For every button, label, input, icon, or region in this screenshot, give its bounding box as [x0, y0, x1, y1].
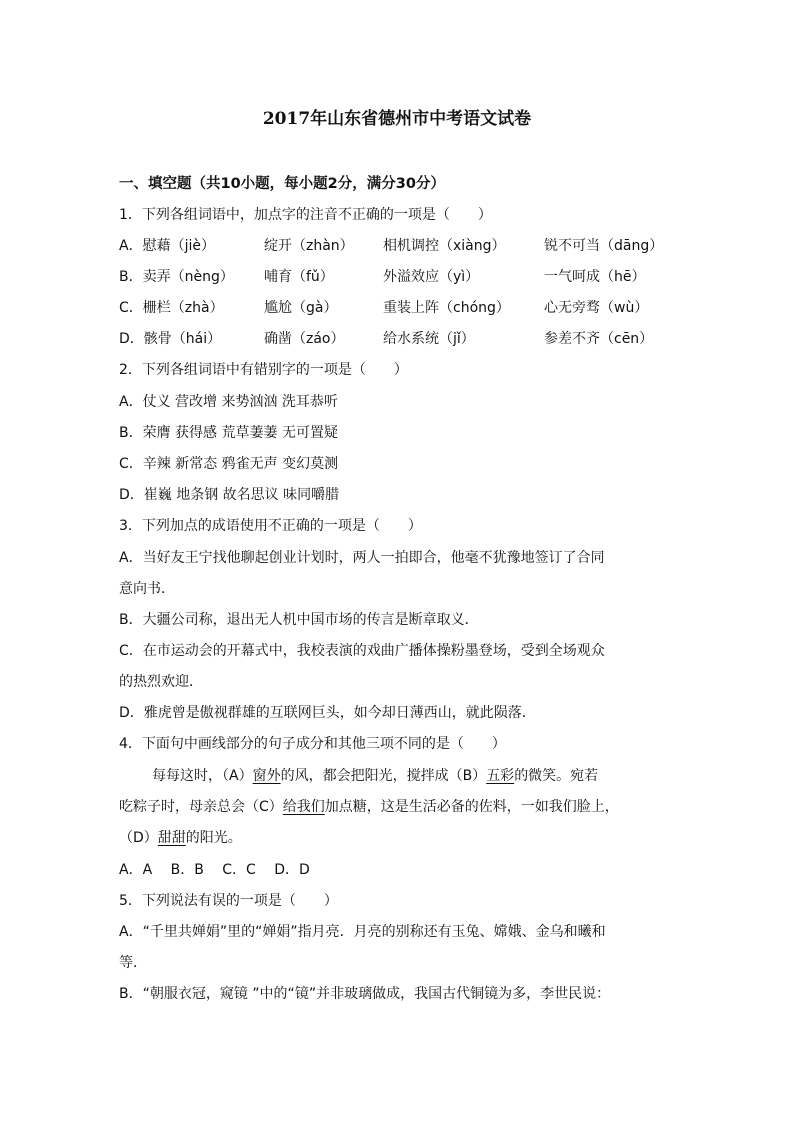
- q1-b-3: 外溢效应（yì）: [383, 269, 480, 285]
- q4-text: 吃粽子时，母亲总会（C）: [119, 799, 283, 815]
- q3-option-b: B．大疆公司称，退出无人机中国市场的传言是断章取义．: [119, 612, 479, 628]
- q1-d-3: 给水系统（jǐ）: [383, 331, 475, 347]
- q5-option-a-line1: A．“千里共婵娟”里的“婵娟”指月亮．月亮的别称还有玉兔、嫦娥、金乌和曦和: [119, 924, 606, 940]
- q1-b-2: 哺育（fǔ）: [264, 269, 334, 285]
- q1-c-2: 尴尬（gà）: [264, 300, 338, 316]
- q1-a-1: A．慰藉（jiè）: [119, 238, 215, 254]
- q1-stem: 1．下列各组词语中，加点字的注音不正确的一项是（ ）: [119, 207, 492, 223]
- q3-option-c-line2: 的热烈欢迎．: [119, 674, 203, 690]
- q1-d-2: 确凿（záo）: [264, 331, 345, 347]
- q2-option-a: A．仗义 营改增 来势汹汹 洗耳恭听: [119, 394, 338, 410]
- q2-stem: 2．下列各组词语中有错别字的一项是（ ）: [119, 362, 408, 378]
- q1-b-4: 一气呵成（hē）: [544, 269, 646, 285]
- q3-option-a-line2: 意向书．: [119, 581, 175, 597]
- q2-option-c: C．辛辣 新常态 鸦雀无声 变幻莫测: [119, 456, 339, 472]
- q4-passage-line1: [152, 766, 598, 786]
- q1-a-4: 锐不可当（dāng）: [544, 238, 664, 254]
- q1-a-2: 绽开（zhàn）: [264, 238, 354, 254]
- q2-option-b: B．荣膺 获得感 荒草萋萋 无可置疑: [119, 425, 338, 441]
- q1-c-3: 重装上阵（chóng）: [383, 300, 510, 316]
- q1-c-1: C．栅栏（zhà）: [119, 300, 224, 316]
- q4-text: 的风，都会把阳光，搅拌成（B）: [280, 768, 487, 784]
- q4-underline-a: 窗外: [252, 768, 281, 784]
- q4-underline-b: 五彩: [486, 768, 515, 784]
- q5-option-b-line1: B．“朝服衣冠，窥镜 ”中的“镜”并非玻璃做成，我国古代铜镜为多，李世民说：: [119, 986, 611, 1002]
- q1-b-1: B．卖弄（nèng）: [119, 269, 234, 285]
- q3-option-d: D．雅虎曾是傲视群雄的互联网巨头，如今却日薄西山，就此陨落．: [119, 705, 536, 721]
- q3-option-c-line1: C．在市运动会的开幕式中，我校表演的戏曲广播体操粉墨登场，受到全场观众: [119, 643, 605, 659]
- q1-d-4: 参差不齐（cēn）: [544, 331, 654, 347]
- q1-d-1: D．骸骨（hái）: [119, 331, 222, 347]
- q4-passage-line3: [119, 828, 242, 848]
- section-heading: 一、填空题（共10小题，每小题2分，满分30分）: [119, 176, 445, 192]
- q4-underline-c: 给我们: [282, 799, 325, 815]
- q4-text: 的阳光。: [185, 830, 242, 846]
- q4-stem: 4．下面句中画线部分的句子成分和其他三项不同的是（ ）: [119, 736, 506, 752]
- page-title: 2017年山东省德州市中考语文试卷: [262, 109, 532, 129]
- q5-option-a-line2: 等．: [119, 955, 147, 971]
- q1-a-3: 相机调控（xiàng）: [383, 238, 506, 254]
- q3-option-a-line1: A．当好友王宁找他聊起创业计划时，两人一拍即合，他毫不犹豫地签订了合同: [119, 550, 605, 566]
- q4-text: 每每这时，（A）: [152, 768, 253, 784]
- q4-text: （D）: [119, 830, 158, 846]
- q4-underline-d: 甜甜: [157, 830, 186, 846]
- q4-text: 的微笑。宛若: [514, 768, 599, 784]
- q4-options: A．A B．B C．C D．D: [119, 862, 310, 878]
- q1-c-4: 心无旁骛（wù）: [544, 300, 649, 316]
- q2-option-d: D．崔巍 地条钢 故名思议 味同嚼腊: [119, 487, 340, 503]
- q4-text: 加点糖，这是生活必备的佐料，一如我们脸上，: [324, 799, 619, 815]
- q5-stem: 5．下列说法有误的一项是（ ）: [119, 893, 338, 909]
- q4-passage-line2: [119, 797, 619, 817]
- q3-stem: 3．下列加点的成语使用不正确的一项是（ ）: [119, 518, 422, 534]
